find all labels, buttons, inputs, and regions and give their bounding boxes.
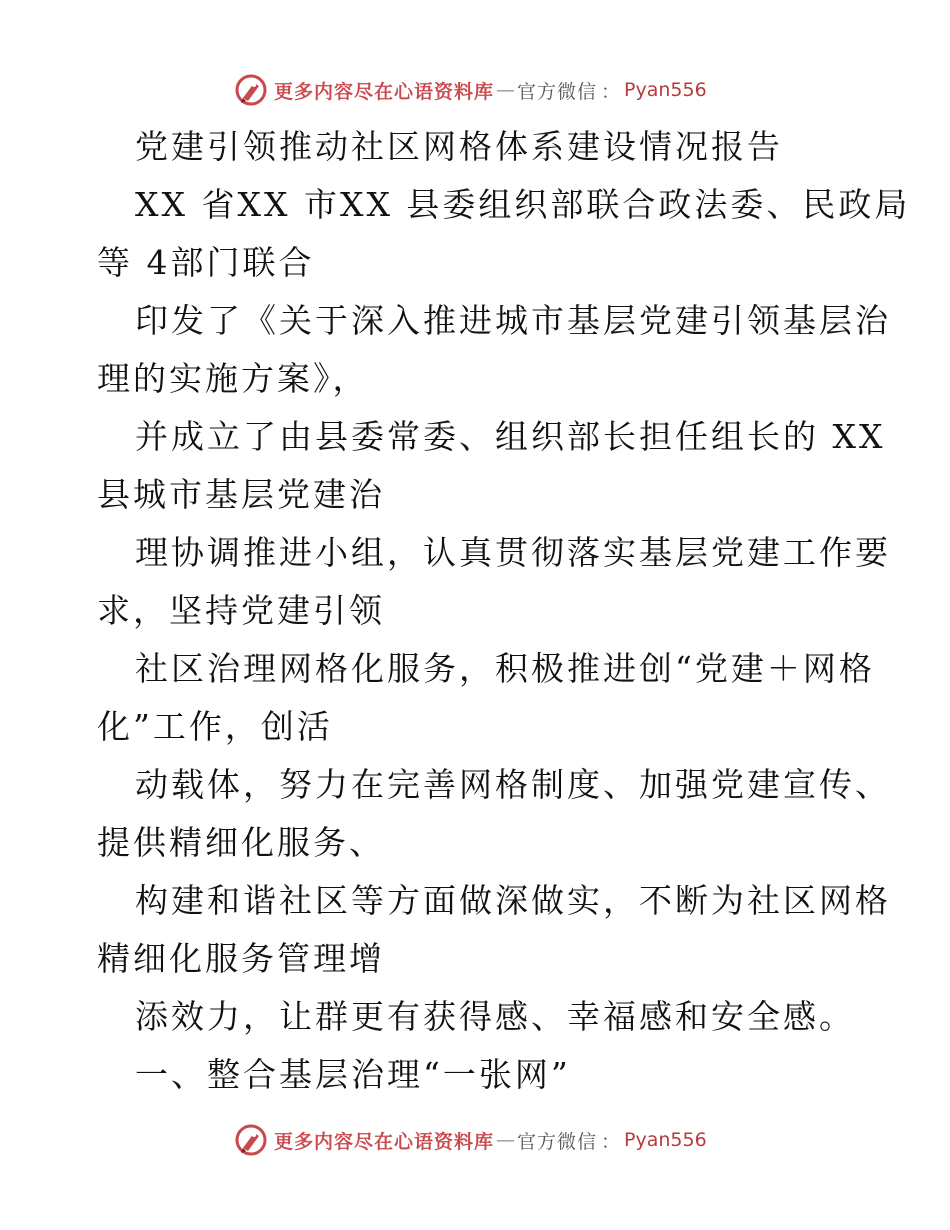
doc-line-6: 并成立了由县委常委、组织部长担任组长的 XX [135,417,886,456]
footer-brand-text: 更多内容尽在心语资料库 [274,1130,495,1153]
doc-line-9: 求，坚持党建引领 [97,591,385,630]
footer-wechat-id: Pyan556 [624,1129,707,1151]
doc-title: 党建引领推动社区网格体系建设情况报告 [135,127,783,166]
header-brand-text: 更多内容尽在心语资料库 [274,80,495,103]
header-official-label: 官方微信 [517,80,598,103]
pen-logo-icon [234,1123,268,1157]
doc-line-13: 提供精细化服务、 [97,823,385,862]
doc-line-14: 构建和谐社区等方面做深做实，不断为社区网格 [135,881,891,920]
doc-line-3: 等 4部门联合 [97,243,315,282]
footer-separator: ： [601,1130,621,1153]
footer-dash: — [496,1129,516,1151]
doc-line-5: 理的实施方案》， [97,359,369,398]
section-heading-1: 一、整合基层治理“一张网” [135,1055,571,1094]
footer-official-label: 官方微信 [517,1130,598,1153]
header-separator: ： [601,80,621,103]
doc-line-4: 印发了《关于深入推进城市基层党建引领基层治 [135,301,891,340]
pen-logo-icon [234,73,268,107]
doc-line-2: XX 省XX 市XX 县委组织部联合政法委、民政局 [135,185,911,224]
header-wechat-id: Pyan556 [624,79,707,101]
doc-line-8: 理协调推进小组，认真贯彻落实基层党建工作要 [135,533,891,572]
doc-line-16: 添效力，让群更有获得感、幸福感和安全感。 [135,997,855,1036]
header-banner [234,70,734,110]
doc-line-12: 动载体，努力在完善网格制度、加强党建宣传、 [135,765,891,804]
doc-line-10: 社区治理网格化服务，积极推进创“党建＋网格 [135,649,875,688]
doc-line-11: 化”工作，创活 [97,707,333,746]
doc-line-7: 县城市基层党建治 [97,475,385,514]
footer-banner [234,1120,734,1160]
doc-line-15: 精细化服务管理增 [97,939,385,978]
header-dash: — [496,79,516,101]
